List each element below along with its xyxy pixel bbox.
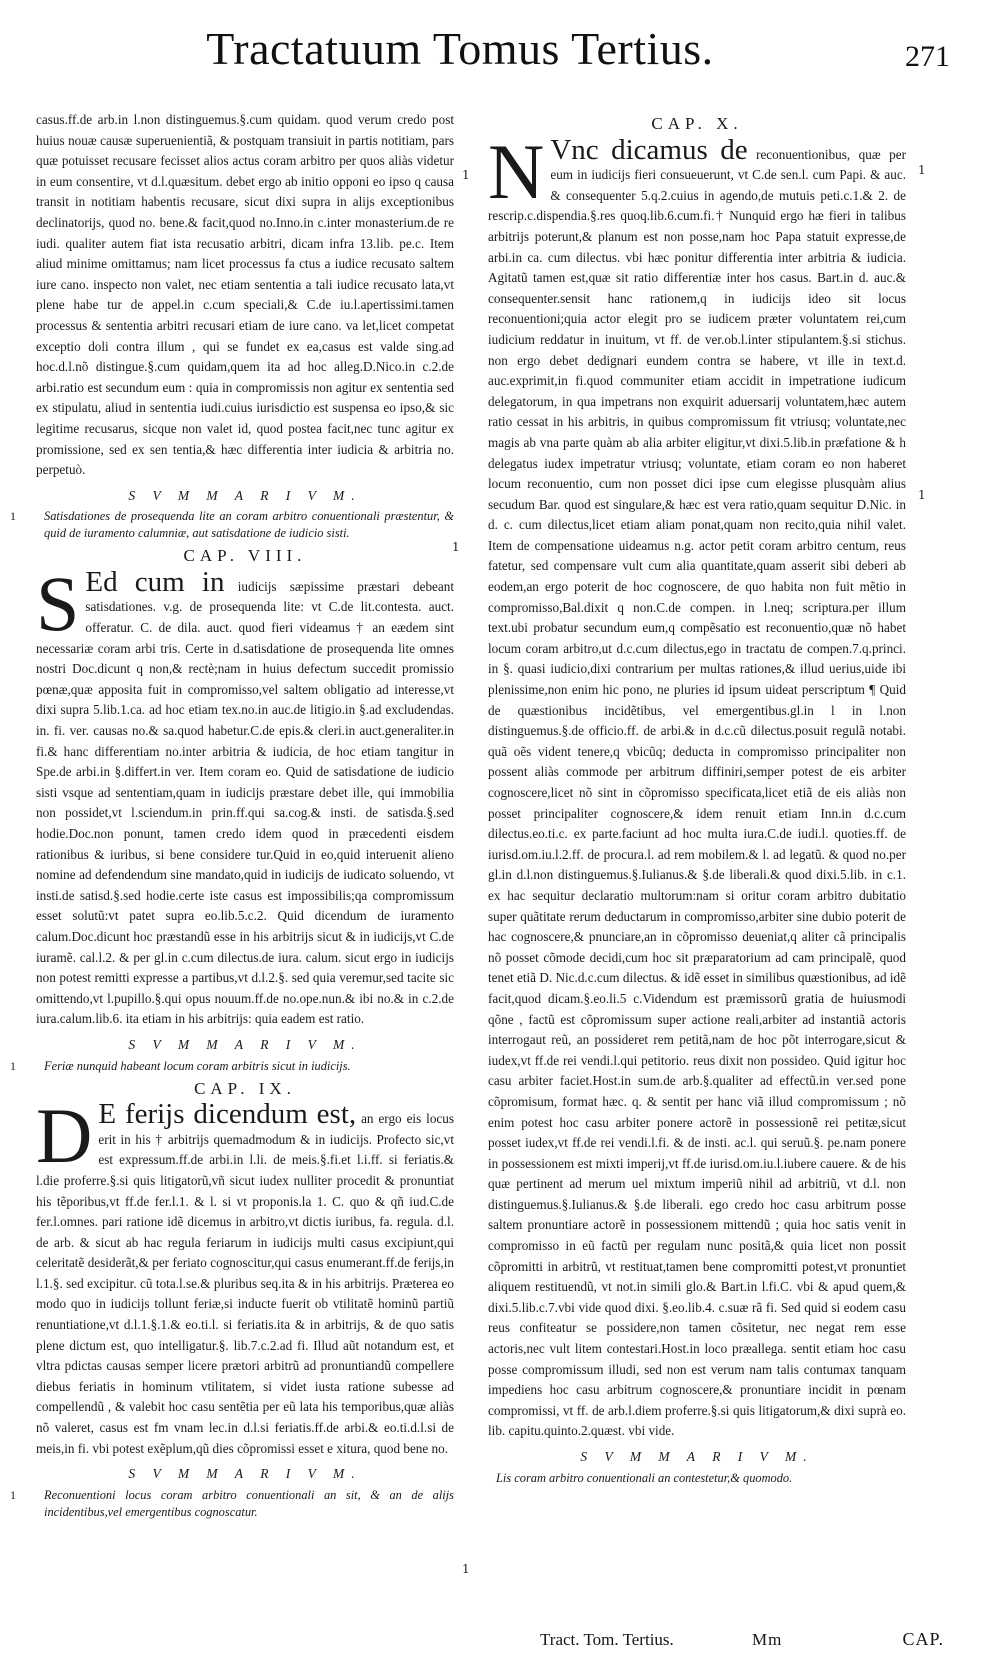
summarium-number: 1 [10,509,16,524]
drop-capital: N [488,127,545,215]
summarium-item [10,508,454,542]
paragraph-continuation: casus.ff.de arb.in l.non distinguemus.§.cum quidam. quod verum credo post huius nouæ causæ superuenientiã, & postquam transiuit in partis notitiam, pars quæ potuisset recusare fecisset alios actus coram arbitro per quos aliàs videtur in eum consentire, vt d.l.quæsitum. debet ergo ab initio opponi eo ipso q causa transit in notitiam habentis recusare, sicut dixi supra in alijs exceptionibus declinatorijs, quod no. bene.& facit,quod no.Inno.in c.inter monasterium.de re iudi. qualiter autem fiat ista recusatio arbitri, dicam infra 13.lib. pe.c. Item aliud minime omittamus; nam licet processus fa ctus a iudice recusato saltem iure cano. inspecto non valet, nec etiam sententia a tali iudice recusato lata,vt plene habe tur de appel.in c.cum speciali,& C.de iu.l.apertissimi.tamen processus & sententia arbitri recusari etiam de iure cano. va let,licet competat exceptio doli contra illum , qui se fundet ex ea,casus est valde sing.ad hoc.d.l.nõ distingue.§.cum quidam,quem ita ad hoc alleg.D.Nico.in c.2.de arbi.ratio est secundum eum : quia in compromissis non agitur ex sententia sed ex stipulatu, aliud in sententia iudi.cuius iurisdictio est suspensa eo ipso,& sic legitime recusarus, sicque non valet id, quod postea facit,nec tunc agitur ex promissione, sed ex sen tentia,& hæc differentia inter iudicia & arbitria no. perpetuò. [36,112,454,478]
margin-note-number: 1 [452,540,460,554]
summarium-item [488,1470,906,1487]
chapter-body: iudicijs sæpissime præstari debeant satisdationes. v.g. de prosequenda lite: vt C.de lit.contesta. auct. offeratur. C. de dila. auct. quod fieri videamus † an eædem sint necessariæ coram arbi tris. Certe in d.satisdatione de prosequenda lite omnes nostri Doc.dicunt q non,& rectè;nam in huius defectum succedit promissio pœnæ,quæ apposita fuit in compromisso,vel saltem obligatio ad interesse,vt dixi supra 5.lib.1.ca. ad hoc etiam tex.no.in auc.de litigio.in §.ad excludendas. in. fi. ver. causas no.& sa.quod habetur.C.de epis.& cleri.in auct.generaliter.in fi.& hanc differentiam no.inter arbitria & iudicia, de hoc etiam tangitur in Spe.de arbi.in §.differt.in ver. Item coram eo. Quid de satisdatione de iudicio sisti vsque ad sententiam,quam in iudicijs præstare debet ille, qui immobilia non possidet,vt l.sciendum.in prin.ff.qui sa.cog.& insti. de satisda.§.sed hodie.Doc.non ponunt, tamen credo idem quod in præcedenti eisdem rationibus & iuribus, si bene considere tur.Quid in eo,quid interuenit alieno nomine ad defendendum sine mandato,quid in iudicijs de iudicato soluendo, vt insti.de satisd.§.sed hodie.certe iste casus est impossibilis;qa compromissum esset solutũ:vt patet supra eo.lib.5.c.2. Quid dicendum de iuramento calum.Doc.dicunt hoc præstandũ esse in his arbitrijs sicut & in iudicijs,vt C.de iuramẽ. cal.l.2. & per gl.in c.cum dilectus.de iura. calum. sicut ergo in iudicijs non potest remitti expresse a partibus,vt d.l.2.§. sed quia veremur,sed tacite sic omittendo,vt l.pupillo.§.qui opus nouum.ff.de no.ope.nun.& ibi no.& in c.2.de iura.calum.lib.6. ita etiam in his arbitrijs: quia eadem est ratio. [36,578,455,1027]
chapter-heading: CAP. X. [651,114,743,133]
running-title: Tractatuum Tomus Tertius. [206,23,714,74]
chapter-incipit: Vnc dicamus de [550,133,748,166]
drop-capital: D [36,1092,93,1180]
margin-note-number: 1 [918,163,926,177]
chapter-incipit: Ed cum in [85,565,225,598]
chapter-text [488,127,906,1442]
gathering-mark: Mm [752,1630,783,1649]
chapter-heading: CAP. IX. [194,1078,296,1098]
summarium-text: Reconuentioni locus coram arbitro conuentionali an sit, & an de alijs incidentibus,vel emergentibus cognoscatur. [44,1487,454,1519]
chapter-text [36,559,455,1030]
chapter-text [36,1092,454,1459]
margin-note-number: 1 [462,1562,470,1576]
summarium-text: Lis coram arbitro conuentionali an contestetur,& quomodo. [496,1470,793,1485]
summarium-heading: S V M M A R I V M. [128,1466,362,1482]
summarium-text: Satisdationes de prosequenda lite an coram arbitro conuentionali præstentur, & quid de iuramento calumniæ, aut satisdatione de iudicio sisti. [44,509,454,541]
left-column [10,110,455,1608]
margin-note-number: 1 [462,168,470,182]
chapter-body: reconuentionibus, quæ per eum in iudicijs fieri consueuerunt, vt C.de sen.l. cum Papi. & auc. & consequenter 5.q.2.cuius in agendo,de mutuis peti.c.1.& 2. de rescrip.c.dispendia.§.res quoq.lib.6.cum.fi.† Nunquid ergo hæ fieri in talibus arbitrijs poterunt,& planum est non posse,nam hoc Papa statuit expresse,de arbi.in ca. cum dilectus. vbi hæc ponitur differentia inter arbitria & iudicia. Agitatũ tamen est,quæ sit ratio differentiæ inter hos casus. Bart.in d. auc.& consequenter.sensit hanc rationem,q in iudicijs ideo sit locus reconuentioni;quia actor elegit pro se iudicem præter voluntatem rei,cum iudicium reddatur in inuitum, vt ff. de ver.ob.l.inter stipulantem.§.si stichus. non ergo debet dedignari eundem contra se habere, vt ille in text.d. auc.exprimit,in fi.quod communiter etiam accidit in impetratione iudicum delegatorum, in qua impetrans non exquirit aduersarij voluntatem,hæc autem ratio cessat in his arbitris, in quibus compromissum fit vtriusq; voluntate,nec magis ab vna parte quàm ab alia arbiter eligitur,vt dixi.5.lib.in præfatione & h delegatus iudex impetratur vtriusq; voluntate, etiam coram eo non haberet locum reconuentio, cum non posset dici ipse cum elegisse plusquàm alius secudum Bar. quod est singulare,& hæc est vera ratio,quam sequitur D.Nic. in d. c. cum dilectus,licet etiam aliam ponat,quam non recito,quia nihil valet. Item de compensatione uideamus n.g. actor petit coram arbitro centum, reus fatetur, sed compensare vult cum alia quantitate,quam asserit sibi deberi ab eodem,an ergo poterit de hoc cognoscere, de quo habita non fuit mẽtio in compromisso,Bal.dixit q non.C.de compen. in l.neq; scriptura.per illum text.ubi probatur secundum eum,q compẽsatio est reconuentio,quæ nõ habet locum coram arbitro,ut d.c.cum dilectus,ego in tractatu de compen.7.q.princi. in §. quasi iudicio,dixi contrarium per multas rationes,& illud uerius,uide ibi plenissime,non enim hic pono, ne pluries id ipsum uideat perscriptum ¶ Quid de quæstionibus incidẽtibus, vel emergentibus.gl.in l in l.non distinguemus.§.de officio.ff. de arbi.& in d.c.cũ dilectus.posuit regulã notabi. quã oẽs vident tenere,q vbicũq; deducta in compromisso principaliter non possent aliàs commode per arbitrum diffiniri,semper potest de eis arbiter cognoscere,licet nõ sint in cõpromisso specificata,licet etiã de eis aliàs non posset principaliter cognoscere,& idem renuit etiam Inn.in d.c.cum dilectus.eo.ti.c. ex parte.faciunt ad hoc multa iura.C.de iudi.l. quoties.ff. de iurisd.om.iu.l.2.ff. de procura.l. ad rem mobilem.& l. ad legatũ. & quod no.per gl.in d.l.non distinguemus.§.Iulianus.& §.de liberali.& quod dixi.5.lib. in c.1. ex hac sequitur declaratio multorum:nam si oritur coram arbitro dubitatio super quãtitate rerum deductarum in compromisso,arbiter sine dubio poterit de hac cognoscere,& pnunciare,an in cõpromisso deueniat,q aliter cã principalis nõ posset cõmode decidi,cum hoc sit præparatorium ad cam principalẽ, quod tenet etiã D. Nic.d.c.cum dilectus. & idẽ esset in similibus quæstionibus, ad idẽ facit,quod dicam.§.eo.li.5 c.Videndum est præmissorũ gratia de huiusmodi qõne , factũ est cõpromissum super actione reali,arbiter ad instantiã actoris interrogaut reũ, an possideret rem petitã,nam de hoc põt interrogare,sicut & iudex,vt ff.de rei vendi.l.qui petitorio. reus dixit non possideo. Quid igitur hoc casu arbiter faciet.Host.in sum.de arb.§.qualiter ad effectũ.in ver.sed pone cõpromisum, format hæc. q. & sentit per hanc viã illud compromissum ; nõ enim potest hoc casu arbiter ponere actorẽ in possessionẽ rei petitæ,sicut posset iudex,vt ff.de rei vendi.l.fi. & de insti. ac.l. qui seruũ.§. pe.nam ponere in possessionem est mixti imperij,vt ff.de iurisd.om.iu.l.iubere cauere. & de his quæ pertinent ad merum uel mixtum imperiũ nihil ad arbitriũ, vt d.l. non distinguemus.§.Iulianus.& §.de liberali. ego credo hoc casu arbitrum posse saltem pronuntiare actorẽ in possessionem mittendũ ; quia hoc satis venit in compromisso in eũ factũ per regulam nunc positã,& quia licet non possit cõpromitti in arbitrũ, vt restituat,tamen bene compromitti potest,vt pronuntiet aliquem restituendũ, vt not.in simili glo.& Bart.in l.fi.C. vbi & apud quem,& dixi.5.lib.c.7.vbi vide quod dixi. §.eo.lib.4. c.suæ rã fi. Sed quid si eodem casu reus confiteatur se possidere,non tamen cõsitetur, nec negat rem esse actoris,nec vult litem contestari.Host.in loco præallega. sentit etiam hoc casu posse compromissum illudi, sed non est verum nam talis contumax tanquam impediens hoc casu arbitrum cognoscere,& pronuntiare incidit in pœnam compromissi, vt ff. de arb.l.diem proferre.§.si quis litigatorum,& dixi suprà eo. lib. capitu.quinto.2.quæst. vbi vide. [488,146,906,1439]
summarium-number: 1 [10,1058,16,1073]
summarium-item [10,1487,454,1521]
summarium-heading: S V M M A R I V M. [128,1036,362,1052]
chapter-incipit: E ferijs dicendum est, [98,1098,357,1131]
chapter-body: an ergo eis locus erit in his † arbitrijs quemadmodum & in iudicijs. Profecto sic,vt est expressum.ff.de arbi.in l.li. de meis.§.fi.et l.i.ff. si feriatis.& l.die proferre.§.si quis litigatorũ,vñ sicut iudex nulliter procedit & pronuntiat his tẽporibus,vt ff.de fer.l.1. & l. si vt proponis.la 1. C. quo & qñ iud.C.de fer.l.omnes. pari ratione idẽ dicemus in arbitro,vt dictis iuribus, fa. regula. d.l. de arb. & sicut ab hac regula feriarum in iudicijs multi casus excipiunt,qui celeritatẽ desiderãt,& per feriato cognoscitur,qui casus enumerant.ff.de ferijs,in l.1.§. sed excipitur. cũ tota.l.se.& pluribus seq.ita & in his arbitrijs. Præterea eo modo quo in iudicijs tollunt feriæ,si inducte fuerit ob vtilitatẽ hominũ partiũ renuntiatione,vt d.l.1.§.1.& eo.ti.l. si feriatis.ita & in arbitrijs, & de quo satis plene dictum est, quo intelligatur.§. lib.7.c.2.ad fi. Illud aũt notandum est, et vltra pdictas causas semper licere prætori arbitrũ ad pronuntiandũ compellere diebus feriatis in hominum vtilitatem, si videt iusta ratione subesse ad compellendũ , & valebit hoc casu sentẽtia per eũ lata his temporibus,quæ aliàs nõ valeret, casus est fm vnam lec.in d.l.si feriatis.ff.de arbi.& eo.ti.d.l.si de meis,in fi. vbi potest exẽplum,qũ dies cõpromissi esset e xitura, quod bene no. [36,1111,454,1456]
catchword: CAP. [902,1629,944,1649]
summarium-heading: S V M M A R I V M. [580,1449,814,1464]
right-column [488,110,906,1608]
signature-line: Tract. Tom. Tertius. [540,1630,674,1649]
summarium-item [10,1058,454,1075]
summarium-heading: S V M M A R I V M. [128,487,362,503]
drop-capital: S [36,559,80,647]
page-number: 271 [905,40,950,73]
margin-note-number: 1 [918,488,926,502]
summarium-number: 1 [10,1487,16,1502]
summarium-text: Feriæ nunquid habeant locum coram arbitris sicut in iudicijs. [44,1058,351,1073]
chapter-heading: CAP. VIII. [183,546,307,566]
